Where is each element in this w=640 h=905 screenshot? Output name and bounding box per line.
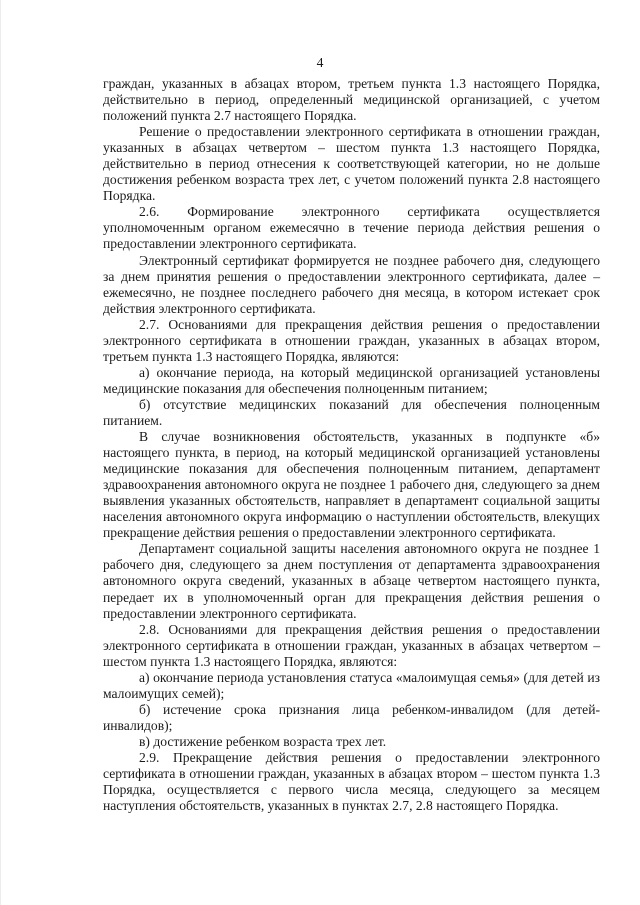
document-body <box>103 76 600 814</box>
paragraph: а) окончание периода, на который медицинской организацией установлены медицинские показания для обеспечения полноценным питанием; <box>103 364 600 396</box>
paragraph: в) достижение ребенком возраста трех лет. <box>139 733 387 749</box>
paragraph: 2.8. Основаниями для прекращения действия решения о предоставлении электронного сертификата в отношении граждан, указанных в абзацах четвертом – шестом пункта 1.3 настоящего Порядка, являются: <box>103 621 600 669</box>
page-number: 4 <box>316 55 324 70</box>
paragraph: граждан, указанных в абзацах втором, третьем пункта 1.3 настоящего Порядка, действительно в период, определенный медицинской организацией, с учетом положений пункта 2.7 настоящего Порядка. <box>103 76 600 124</box>
page-edge-line <box>0 0 1 905</box>
paragraph: б) истечение срока признания лица ребенком-инвалидом (для детей-инвалидов); <box>103 701 600 733</box>
paragraph: б) отсутствие медицинских показаний для обеспечения полноценным питанием. <box>103 396 600 428</box>
paragraph: Решение о предоставлении электронного сертификата в отношении граждан, указанных в абзацах четвертом – шестом пункта 1.3 настоящего Порядка, действительно в период отнесения к соответствующей категории, но не дольше достижения ребенком возраста трех лет, с учетом положений пункта 2.8 настоящего Порядка. <box>103 124 600 204</box>
paragraph: а) окончание периода установления статуса «малоимущая семья» (для детей из малоимущих семей); <box>103 669 600 701</box>
paragraph: 2.7. Основаниями для прекращения действия решения о предоставлении электронного сертификата в отношении граждан, указанных в абзацах втором, третьем пункта 1.3 настоящего Порядка, являются: <box>103 316 600 364</box>
paragraph: Электронный сертификат формируется не позднее рабочего дня, следующего за днем принятия решения о предоставлении электронного сертификата, далее – ежемесячно, не позднее последнего рабочего дня месяца, в котором истекает срок действия электронного сертификата. <box>103 252 600 316</box>
paragraph: 2.9. Прекращение действия решения о предоставлении электронного сертификата в отношении граждан, указанных в абзацах втором – шестом пункта 1.3 Порядка, осуществляется с первого числа месяца, следующего за месяцем наступления обстоятельств, указанных в пунктах 2.7, 2.8 настоящего Порядка. <box>103 749 600 814</box>
paragraph: В случае возникновения обстоятельств, указанных в подпункте «б» настоящего пункта, в период, на который медицинской организацией установлены медицинские показания для обеспечения полноценным питанием, департамент здравоохранения автономного округа не позднее 1 рабочего дня, следующего за днем выявления указанных обстоятельств, направляет в департамент социальной защиты населения автономного округа информацию о наступлении обстоятельств, влекущих прекращение действия решения о предоставлении электронного сертификата. <box>103 429 600 541</box>
paragraph: Департамент социальной защиты населения автономного округа не позднее 1 рабочего дня, следующего за днем поступления от департамента здравоохранения автономного округа сведений, указанных в абзаце четвертом настоящего пункта, передает их в уполномоченный орган для прекращения действия решения о предоставлении электронного сертификата. <box>103 541 600 621</box>
paragraph: 2.6. Формирование электронного сертификата осуществляется уполномоченным органом ежемесячно в течение периода действия решения о предоставлении электронного сертификата. <box>103 204 600 252</box>
